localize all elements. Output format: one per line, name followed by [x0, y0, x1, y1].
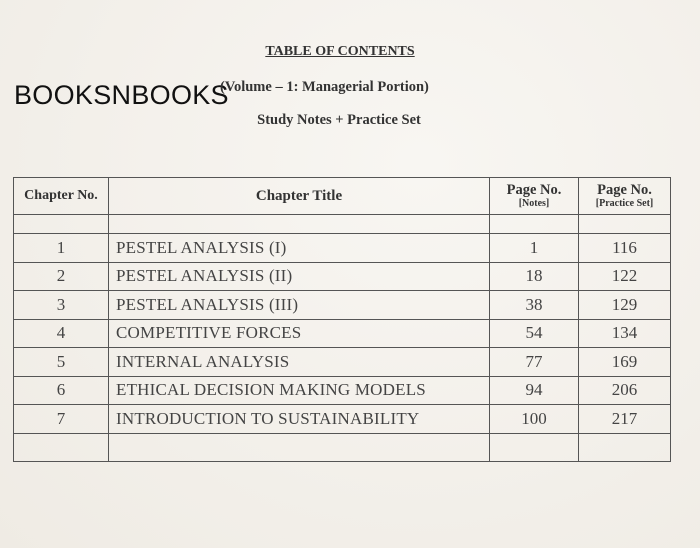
- header-chapter-title: Chapter Title: [109, 178, 490, 215]
- header-page-notes-sub: [Notes]: [518, 198, 550, 209]
- volume-subtitle: (Volume – 1: Managerial Portion): [220, 79, 429, 95]
- page-notes: 54: [490, 319, 579, 348]
- page-practice: 116: [579, 234, 671, 263]
- empty-cell: [490, 433, 579, 461]
- page-notes: 38: [490, 291, 579, 320]
- table-row: [14, 291, 671, 320]
- spacer-cell: [490, 215, 579, 234]
- table-empty-row: [14, 433, 671, 461]
- page-practice: 129: [579, 291, 671, 320]
- table-row: [14, 262, 671, 291]
- spacer-cell: [579, 215, 671, 234]
- table-spacer-row: [14, 215, 671, 234]
- header-page-practice: [579, 178, 671, 215]
- page-practice: 217: [579, 405, 671, 434]
- table-header-row: [14, 178, 671, 215]
- contents-table: [13, 177, 671, 462]
- chapter-title: COMPETITIVE FORCES: [109, 319, 490, 348]
- table-row: [14, 319, 671, 348]
- page-notes: 77: [490, 348, 579, 377]
- chapter-title: PESTEL ANALYSIS (III): [109, 291, 490, 320]
- header-page-notes: [490, 178, 579, 215]
- spacer-cell: [14, 215, 109, 234]
- page-practice: 134: [579, 319, 671, 348]
- watermark-text: BOOKSNBOOKS: [14, 80, 229, 110]
- page-notes: 1: [490, 234, 579, 263]
- page-practice: 169: [579, 348, 671, 377]
- chapter-title: ETHICAL DECISION MAKING MODELS: [109, 376, 490, 405]
- chapter-number: 6: [14, 376, 109, 405]
- page-notes: 100: [490, 405, 579, 434]
- header-page-practice-sub: [Practice Set]: [595, 198, 654, 209]
- chapter-title: INTRODUCTION TO SUSTAINABILITY: [109, 405, 490, 434]
- table-row: [14, 405, 671, 434]
- spacer-cell: [109, 215, 490, 234]
- page-practice: 206: [579, 376, 671, 405]
- chapter-number: 5: [14, 348, 109, 377]
- empty-cell: [579, 433, 671, 461]
- header-chapter-no: Chapter No.: [14, 178, 109, 215]
- toc-title: TABLE OF CONTENTS: [265, 44, 415, 59]
- page-notes: 94: [490, 376, 579, 405]
- header-page-notes-label: Page No.: [506, 182, 562, 198]
- header-page-practice-label: Page No.: [597, 182, 652, 198]
- chapter-number: 1: [14, 234, 109, 263]
- table-row: [14, 234, 671, 263]
- chapter-number: 2: [14, 262, 109, 291]
- chapter-number: 4: [14, 319, 109, 348]
- empty-cell: [109, 433, 490, 461]
- empty-cell: [14, 433, 109, 461]
- chapter-title: PESTEL ANALYSIS (I): [109, 234, 490, 263]
- chapter-number: 7: [14, 405, 109, 434]
- table-row: [14, 376, 671, 405]
- chapter-number: 3: [14, 291, 109, 320]
- chapter-title: PESTEL ANALYSIS (II): [109, 262, 490, 291]
- study-notes-subtitle: Study Notes + Practice Set: [257, 112, 421, 128]
- page-notes: 18: [490, 262, 579, 291]
- chapter-title: INTERNAL ANALYSIS: [109, 348, 490, 377]
- page-practice: 122: [579, 262, 671, 291]
- table-row: [14, 348, 671, 377]
